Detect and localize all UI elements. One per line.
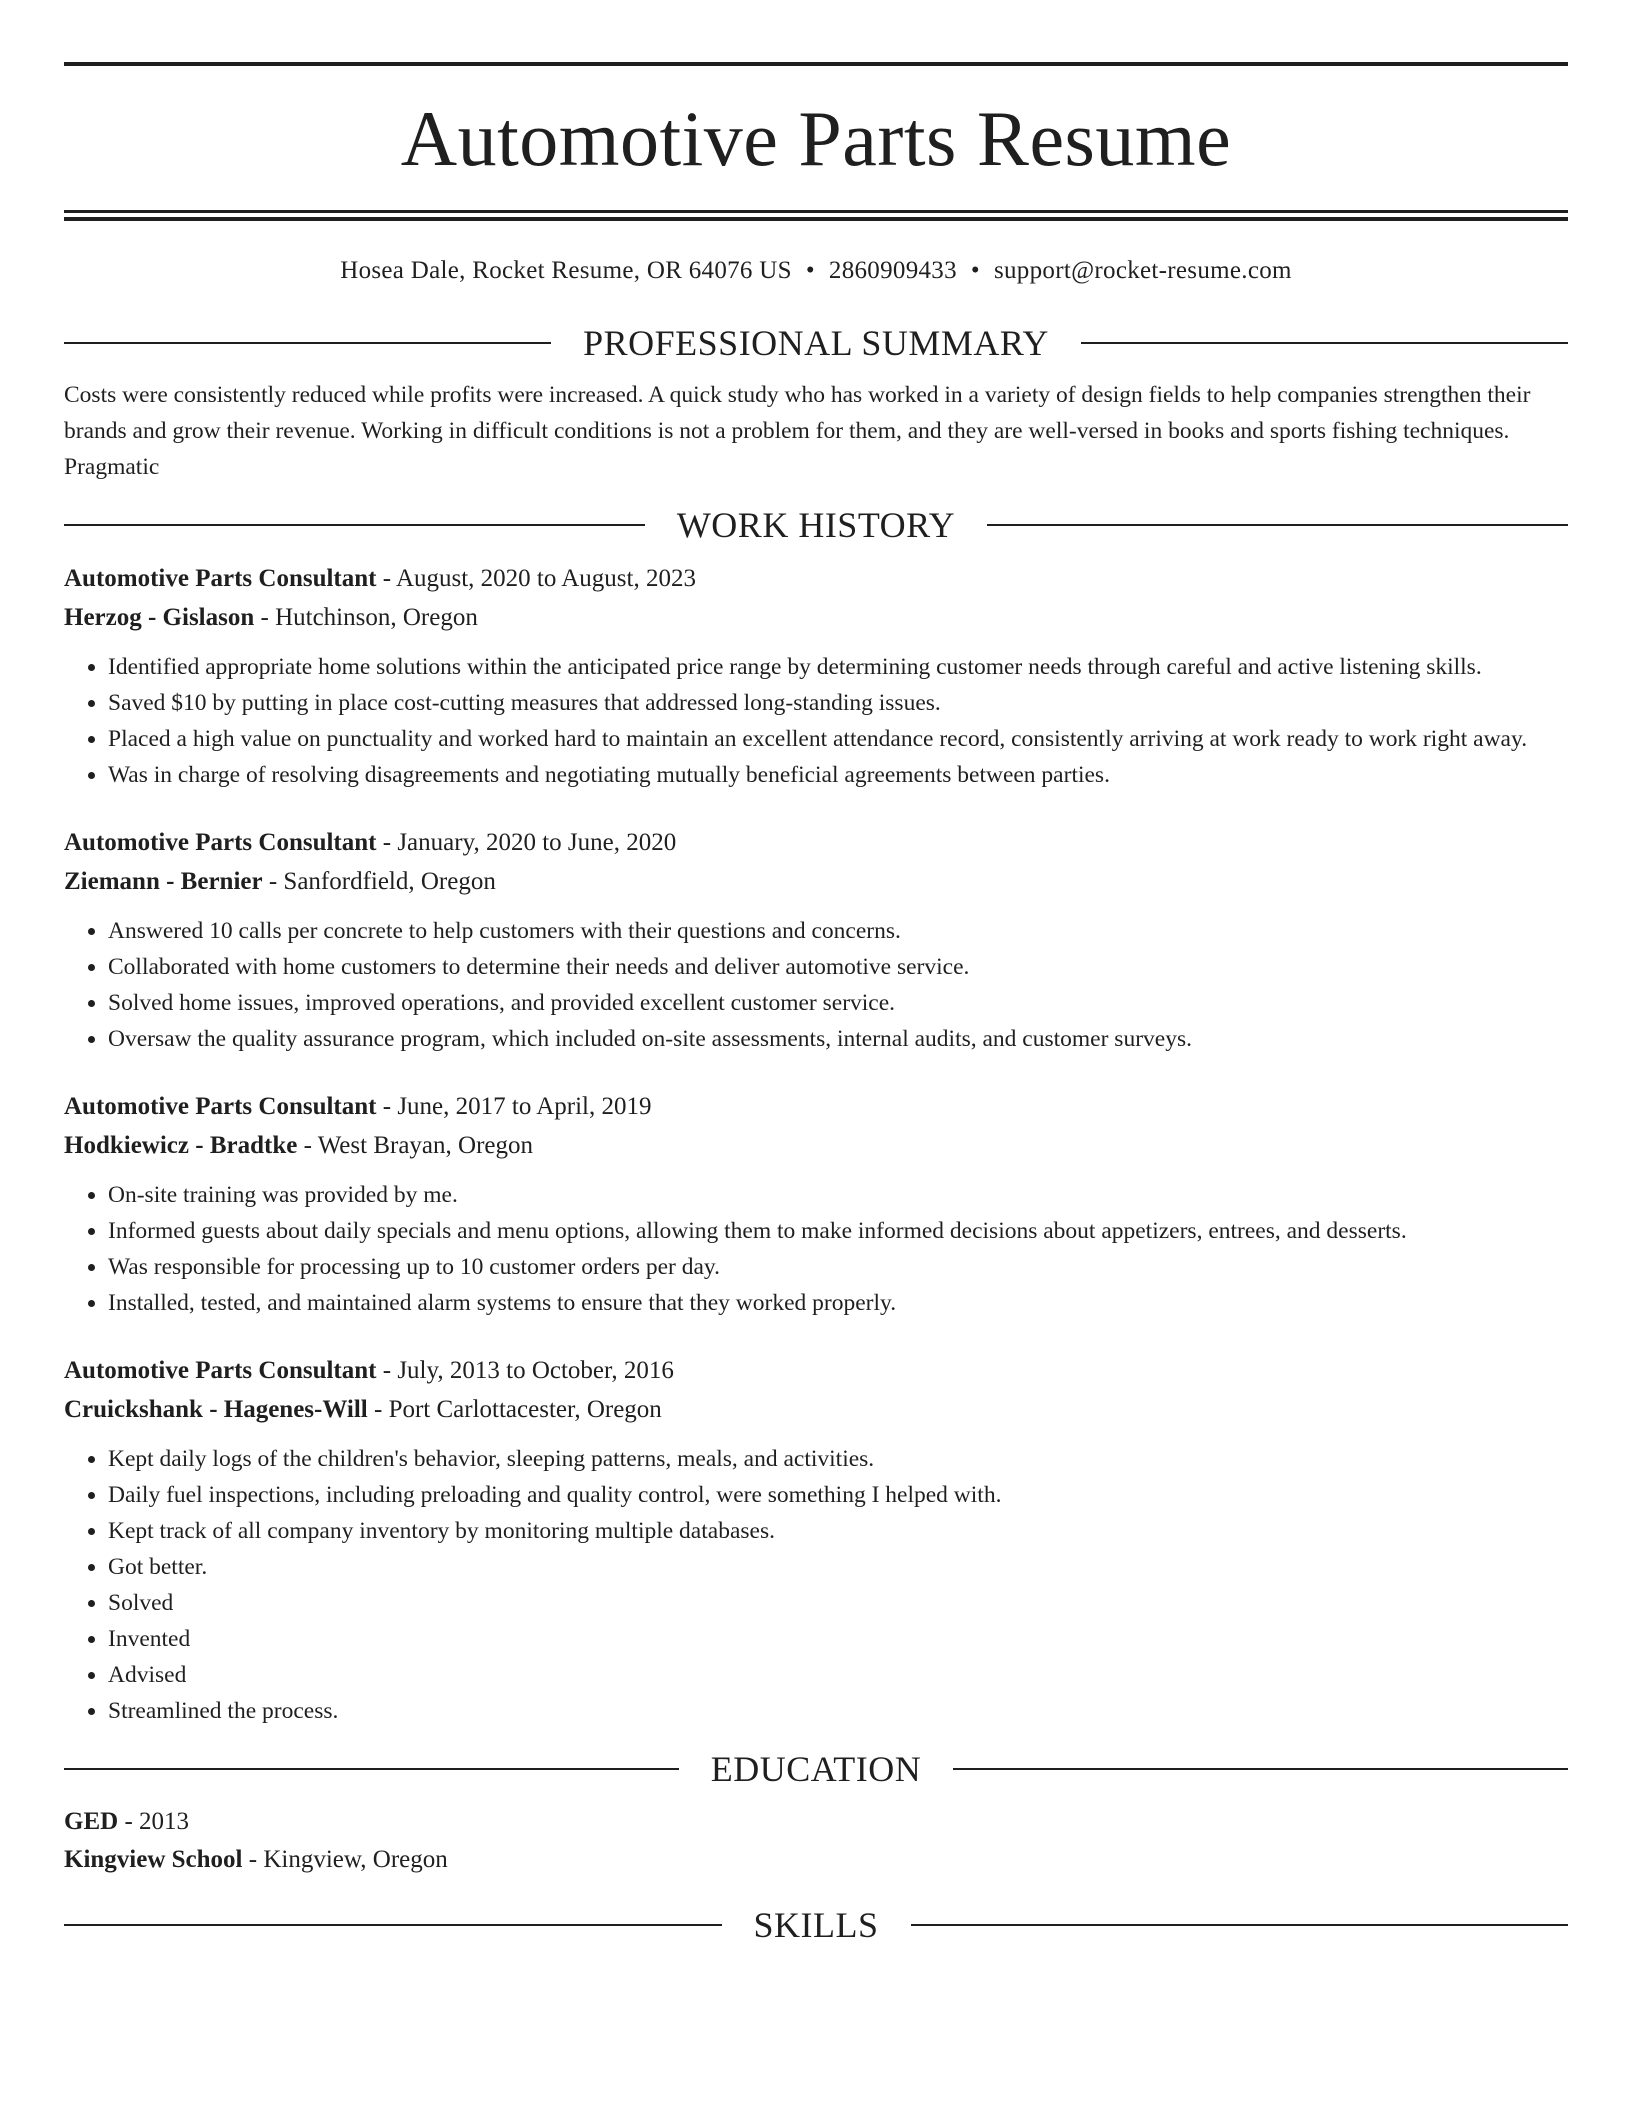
list-item: • Saved $10 by putting in place cost-cutting measures that addressed long-standing issues. — [108, 685, 1568, 721]
section-heading-education — [64, 1751, 1568, 1787]
contact-phone: 2860909433 — [828, 257, 957, 284]
top-rule — [64, 62, 1568, 66]
contact-email: support@rocket-resume.com — [993, 257, 1292, 284]
section-heading-skills — [64, 1907, 1568, 1943]
list-item: • Informed guests about daily specials and menu options, allowing them to make informed decisions about appetizers, entrees, and desserts. — [108, 1213, 1568, 1249]
job-title-line — [64, 1351, 1568, 1390]
list-item: • Identified appropriate home solutions within the anticipated price range by determining customer needs through careful and active listening skills. — [108, 649, 1568, 685]
list-item: • On-site training was provided by me. — [108, 1177, 1568, 1213]
heading-label: WORK HISTORY — [676, 505, 956, 545]
list-item: • Was in charge of resolving disagreements and negotiating mutually beneficial agreements between parties. — [108, 757, 1568, 793]
document-title: Automotive Parts Resume — [400, 95, 1232, 182]
contact-address: Hosea Dale, Rocket Resume, OR 64076 US — [340, 257, 792, 284]
job-bullets — [64, 1441, 1568, 1729]
job-dates: - June, 2017 to April, 2019 — [376, 1093, 652, 1120]
job-company: Cruickshank - Hagenes-Will — [64, 1396, 368, 1423]
job-location: - Sanfordfield, Oregon — [262, 868, 496, 895]
list-item: • Placed a high value on punctuality and worked hard to maintain an excellent attendance record, consistently arriving at work ready to work right away. — [108, 721, 1568, 757]
heading-rule — [64, 1768, 679, 1770]
heading-rule — [64, 524, 645, 526]
heading-rule — [953, 1768, 1568, 1770]
job-dates: - January, 2020 to June, 2020 — [376, 829, 677, 856]
job-location: - Port Carlottacester, Oregon — [367, 1396, 662, 1423]
list-item: • Collaborated with home customers to determine their needs and deliver automotive service. — [108, 949, 1568, 985]
education-school-line — [64, 1841, 1568, 1879]
list-item: • Answered 10 calls per concrete to help customers with their questions and concerns. — [108, 913, 1568, 949]
job-company-line — [64, 862, 1568, 901]
job-entry — [64, 823, 1568, 1057]
heading-label: PROFESSIONAL SUMMARY — [583, 323, 1049, 363]
job-bullets — [64, 1177, 1568, 1321]
job-company: Hodkiewicz - Bradtke — [64, 1132, 298, 1159]
work-history-list — [64, 559, 1568, 1729]
job-bullets — [64, 913, 1568, 1057]
contact-line — [64, 257, 1568, 285]
job-dates: - July, 2013 to October, 2016 — [376, 1357, 674, 1384]
job-title-line — [64, 1087, 1568, 1126]
job-company-line — [64, 598, 1568, 637]
list-item: • Kept daily logs of the children's behavior, sleeping patterns, meals, and activities. — [108, 1441, 1568, 1477]
list-item: • Invented — [108, 1621, 1568, 1657]
heading-rule — [987, 524, 1568, 526]
education-school: Kingview School — [64, 1846, 243, 1873]
list-item: • Advised — [108, 1657, 1568, 1693]
job-location: - Hutchinson, Oregon — [254, 604, 478, 631]
list-item: • Kept track of all company inventory by monitoring multiple databases. — [108, 1513, 1568, 1549]
education-degree-line — [64, 1803, 1568, 1841]
summary-text: Costs were consistently reduced while profits were increased. A quick study who has worked in a variety of design fields to help companies strengthen their brands and grow their revenue. Working in difficult conditions is not a problem for them, and they are well-versed in books and sports fishing techniques. Pragmatic — [64, 382, 1531, 480]
list-item: • Solved — [108, 1585, 1568, 1621]
list-item: • Solved home issues, improved operations, and provided excellent customer service. — [108, 985, 1568, 1021]
heading-rule — [64, 1924, 722, 1926]
contact-separator: • — [970, 257, 980, 284]
education-location: - Kingview, Oregon — [242, 1846, 448, 1873]
list-item: • Got better. — [108, 1549, 1568, 1585]
job-company: Ziemann - Bernier — [64, 868, 263, 895]
education-year: - 2013 — [118, 1808, 190, 1835]
list-item: • Was responsible for processing up to 10 customer orders per day. — [108, 1249, 1568, 1285]
heading-rule — [64, 342, 551, 344]
job-entry — [64, 1351, 1568, 1729]
list-item: • Daily fuel inspections, including preloading and quality control, were something I helped with. — [108, 1477, 1568, 1513]
job-dates: - August, 2020 to August, 2023 — [376, 565, 696, 592]
job-company-line — [64, 1126, 1568, 1165]
job-entry — [64, 559, 1568, 793]
title-double-rule — [64, 210, 1568, 221]
heading-rule — [1081, 342, 1568, 344]
job-title: Automotive Parts Consultant — [64, 1357, 377, 1384]
job-company-line — [64, 1390, 1568, 1429]
heading-label: SKILLS — [753, 1905, 879, 1945]
list-item: • Installed, tested, and maintained alarm systems to ensure that they worked properly. — [108, 1285, 1568, 1321]
contact-separator: • — [805, 257, 815, 284]
job-entry — [64, 1087, 1568, 1321]
heading-label: EDUCATION — [710, 1749, 922, 1789]
job-title-line — [64, 823, 1568, 862]
list-item: • Streamlined the process. — [108, 1693, 1568, 1729]
job-company: Herzog - Gislason — [64, 604, 255, 631]
list-item: • Oversaw the quality assurance program, which included on-site assessments, internal audits, and customer surveys. — [108, 1021, 1568, 1057]
section-heading-work-history — [64, 507, 1568, 543]
job-bullets — [64, 649, 1568, 793]
job-title: Automotive Parts Consultant — [64, 1093, 377, 1120]
heading-rule — [911, 1924, 1569, 1926]
job-title: Automotive Parts Consultant — [64, 565, 377, 592]
job-title-line — [64, 559, 1568, 598]
job-title: Automotive Parts Consultant — [64, 829, 377, 856]
job-location: - West Brayan, Oregon — [297, 1132, 533, 1159]
section-heading-summary — [64, 325, 1568, 361]
education-degree: GED — [64, 1808, 119, 1835]
resume-page — [64, 0, 1568, 1943]
